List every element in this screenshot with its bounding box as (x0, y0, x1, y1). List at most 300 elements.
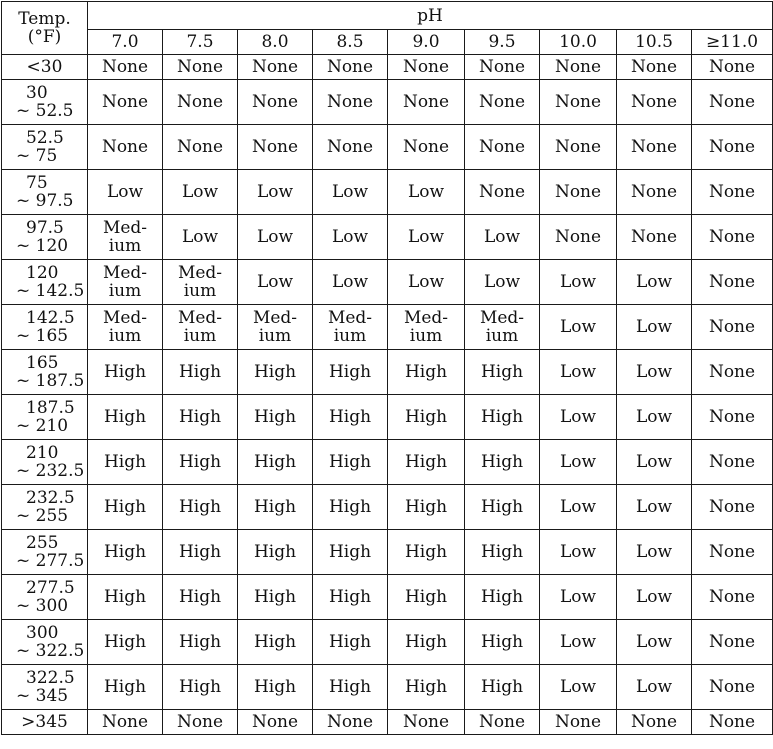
risk-level-cell (540, 440, 617, 485)
risk-level-text: Low (635, 407, 673, 427)
risk-level-cell (163, 215, 238, 260)
risk-level-cell (238, 395, 313, 440)
table-row (2, 80, 773, 125)
risk-level-text: None (478, 137, 526, 157)
temp-range-line: 97.5 (26, 218, 64, 238)
risk-level-text: ium (108, 236, 142, 256)
ph-value-header: 7.0 (88, 30, 163, 55)
risk-level-cell (313, 170, 388, 215)
risk-level-text: None (554, 92, 602, 112)
risk-level-text: High (103, 497, 147, 517)
risk-level-cell (238, 125, 313, 170)
table-row (2, 55, 773, 80)
risk-level-cell (617, 55, 692, 80)
risk-level-text: High (404, 362, 448, 382)
table-row (2, 215, 773, 260)
table-row (2, 710, 773, 735)
temp-range-line: >345 (21, 712, 68, 732)
risk-level-cell (88, 350, 163, 395)
risk-level-text: High (103, 587, 147, 607)
risk-level-text: High (480, 677, 524, 697)
temp-range-cell (2, 125, 88, 170)
risk-level-text: High (103, 362, 147, 382)
risk-level-cell (465, 125, 540, 170)
risk-level-text: Low (635, 362, 673, 382)
risk-level-text: None (101, 57, 149, 77)
temp-range-cell (2, 215, 88, 260)
risk-level-cell (388, 125, 465, 170)
risk-level-text: ium (333, 326, 367, 346)
temp-range-line: ~ 277.5 (16, 551, 85, 571)
risk-level-cell (617, 620, 692, 665)
risk-level-cell (88, 530, 163, 575)
risk-level-cell (465, 620, 540, 665)
risk-level-cell (540, 170, 617, 215)
risk-level-text: High (404, 677, 448, 697)
temp-range-cell (2, 170, 88, 215)
ph-value-header: 9.0 (388, 30, 465, 55)
risk-level-cell (88, 395, 163, 440)
risk-level-text: High (480, 407, 524, 427)
risk-level-text: Low (635, 677, 673, 697)
risk-level-text: None (708, 587, 756, 607)
risk-level-cell (313, 575, 388, 620)
risk-level-text: High (404, 542, 448, 562)
risk-level-cell (388, 260, 465, 305)
risk-level-text: High (178, 497, 222, 517)
risk-level-text: None (630, 92, 678, 112)
table-row (2, 665, 773, 710)
table-row (2, 350, 773, 395)
table-row (2, 485, 773, 530)
temp-range-cell (2, 350, 88, 395)
risk-level-cell (540, 350, 617, 395)
temp-range-cell (2, 485, 88, 530)
risk-level-text: High (253, 452, 297, 472)
risk-level-cell (465, 665, 540, 710)
risk-level-text: None (554, 137, 602, 157)
temp-range-line: <30 (26, 57, 63, 77)
risk-level-cell (540, 665, 617, 710)
temp-header-unit: (°F) (27, 27, 62, 47)
risk-level-text: Low (331, 227, 369, 247)
risk-level-text: Med- (177, 263, 223, 283)
risk-level-text: Med- (479, 308, 525, 328)
risk-level-text: High (103, 452, 147, 472)
temp-range-line: ~ 255 (16, 506, 69, 526)
risk-level-text: None (630, 137, 678, 157)
risk-level-text: Low (256, 227, 294, 247)
risk-level-cell (313, 260, 388, 305)
risk-level-text: None (326, 92, 374, 112)
risk-level-cell (617, 665, 692, 710)
risk-level-text: Med- (102, 218, 148, 238)
risk-level-text: None (708, 497, 756, 517)
risk-level-cell (238, 350, 313, 395)
risk-level-text: Low (407, 182, 445, 202)
risk-level-cell (163, 485, 238, 530)
risk-level-text: None (630, 182, 678, 202)
risk-level-cell (540, 215, 617, 260)
risk-level-cell (692, 125, 773, 170)
risk-level-cell (540, 485, 617, 530)
risk-level-cell (692, 55, 773, 80)
temp-range-line: ~ 322.5 (16, 641, 85, 661)
corrosion-risk-table (1, 1, 773, 735)
risk-level-cell (238, 215, 313, 260)
risk-level-text: None (708, 57, 756, 77)
risk-level-text: None (478, 57, 526, 77)
risk-level-text: None (708, 137, 756, 157)
table-row (2, 305, 773, 350)
temp-range-line: ~ 345 (16, 686, 69, 706)
risk-level-cell (88, 575, 163, 620)
risk-level-cell (540, 620, 617, 665)
risk-level-cell (388, 55, 465, 80)
risk-level-text: High (253, 587, 297, 607)
risk-level-cell (238, 710, 313, 735)
temp-range-line: 232.5 (26, 488, 75, 508)
risk-level-text: High (103, 677, 147, 697)
risk-level-cell (388, 485, 465, 530)
risk-level-cell (88, 215, 163, 260)
temp-range-line: ~ 165 (16, 326, 69, 346)
risk-level-text: High (328, 677, 372, 697)
temp-range-cell (2, 620, 88, 665)
risk-level-cell (238, 530, 313, 575)
risk-level-text: None (630, 57, 678, 77)
risk-level-text: None (402, 92, 450, 112)
temp-range-cell (2, 80, 88, 125)
temp-range-line: 75 (26, 173, 48, 193)
risk-level-cell (540, 395, 617, 440)
risk-level-text: None (708, 182, 756, 202)
ph-value-header: 8.5 (313, 30, 388, 55)
risk-level-text: None (708, 92, 756, 112)
risk-level-text: ium (183, 326, 217, 346)
risk-level-cell (692, 170, 773, 215)
risk-level-cell (540, 55, 617, 80)
risk-level-cell (692, 215, 773, 260)
risk-level-text: Low (559, 542, 597, 562)
risk-level-text: High (328, 497, 372, 517)
ph-value-header: 7.5 (163, 30, 238, 55)
risk-level-cell (617, 170, 692, 215)
risk-level-cell (163, 440, 238, 485)
risk-level-text: None (251, 137, 299, 157)
risk-level-cell (388, 620, 465, 665)
temp-range-cell (2, 575, 88, 620)
risk-level-text: Med- (403, 308, 449, 328)
risk-level-text: High (404, 452, 448, 472)
risk-level-cell (692, 665, 773, 710)
risk-level-cell (313, 80, 388, 125)
risk-level-text: None (101, 137, 149, 157)
risk-level-cell (617, 350, 692, 395)
risk-level-cell (692, 395, 773, 440)
risk-level-text: High (253, 632, 297, 652)
risk-level-cell (465, 55, 540, 80)
risk-level-text: None (708, 632, 756, 652)
temp-range-cell (2, 440, 88, 485)
risk-level-text: High (328, 632, 372, 652)
risk-level-cell (163, 575, 238, 620)
risk-level-cell (88, 485, 163, 530)
table-row (2, 575, 773, 620)
risk-level-cell (238, 440, 313, 485)
risk-level-cell (540, 260, 617, 305)
risk-level-cell (540, 575, 617, 620)
risk-level-text: High (178, 362, 222, 382)
temp-range-line: 187.5 (26, 398, 75, 418)
risk-level-cell (163, 55, 238, 80)
risk-level-text: Low (181, 182, 219, 202)
risk-level-cell (617, 575, 692, 620)
risk-level-text: High (253, 542, 297, 562)
risk-level-text: ium (108, 326, 142, 346)
risk-level-text: ium (183, 281, 217, 301)
temp-range-cell (2, 305, 88, 350)
temp-range-line: 300 (26, 623, 59, 643)
risk-level-cell (388, 215, 465, 260)
risk-level-text: None (402, 137, 450, 157)
risk-level-cell (163, 350, 238, 395)
risk-level-text: Low (635, 452, 673, 472)
risk-level-cell (313, 620, 388, 665)
risk-level-cell (88, 260, 163, 305)
risk-level-text: ium (108, 281, 142, 301)
risk-level-cell (88, 170, 163, 215)
table-row (2, 395, 773, 440)
risk-level-text: Low (483, 227, 521, 247)
risk-level-cell (163, 665, 238, 710)
risk-level-text: Low (559, 677, 597, 697)
risk-level-text: High (178, 587, 222, 607)
risk-level-cell (540, 710, 617, 735)
risk-level-text: High (404, 497, 448, 517)
risk-level-text: High (253, 407, 297, 427)
table-header (2, 2, 773, 55)
risk-level-cell (617, 395, 692, 440)
risk-level-text: None (708, 677, 756, 697)
risk-level-cell (692, 575, 773, 620)
risk-level-cell (313, 485, 388, 530)
risk-level-cell (617, 80, 692, 125)
risk-level-cell (88, 305, 163, 350)
risk-level-text: Low (483, 272, 521, 292)
risk-level-cell (465, 710, 540, 735)
risk-level-text: Low (559, 407, 597, 427)
risk-level-text: None (326, 712, 374, 732)
risk-level-text: Low (635, 587, 673, 607)
risk-level-cell (388, 710, 465, 735)
risk-level-cell (163, 80, 238, 125)
risk-level-text: None (402, 57, 450, 77)
risk-level-text: ium (258, 326, 292, 346)
risk-level-text: None (101, 92, 149, 112)
risk-level-cell (313, 665, 388, 710)
temp-range-line: ~ 75 (16, 146, 58, 166)
risk-level-cell (388, 440, 465, 485)
risk-level-cell (465, 260, 540, 305)
risk-level-cell (465, 80, 540, 125)
risk-level-cell (388, 170, 465, 215)
risk-level-text: High (328, 407, 372, 427)
risk-level-text: Low (559, 317, 597, 337)
risk-level-cell (238, 575, 313, 620)
risk-level-cell (465, 305, 540, 350)
ph-value-header: 10.5 (617, 30, 692, 55)
risk-level-text: High (103, 407, 147, 427)
risk-level-text: High (480, 632, 524, 652)
temp-range-line: ~ 187.5 (16, 371, 85, 391)
temp-range-cell (2, 395, 88, 440)
risk-level-cell (163, 710, 238, 735)
risk-level-cell (465, 170, 540, 215)
risk-level-cell (692, 260, 773, 305)
risk-level-cell (692, 710, 773, 735)
temp-range-cell (2, 530, 88, 575)
risk-level-text: High (328, 587, 372, 607)
risk-level-cell (238, 620, 313, 665)
risk-level-cell (617, 440, 692, 485)
risk-level-cell (88, 80, 163, 125)
risk-level-cell (88, 665, 163, 710)
risk-level-text: None (708, 542, 756, 562)
risk-level-cell (163, 260, 238, 305)
risk-level-text: None (708, 272, 756, 292)
ph-value-header: 9.5 (465, 30, 540, 55)
risk-level-text: High (328, 452, 372, 472)
risk-level-cell (617, 125, 692, 170)
temp-range-line: ~ 232.5 (16, 461, 85, 481)
risk-level-text: Low (331, 272, 369, 292)
risk-level-cell (465, 575, 540, 620)
risk-level-text: High (480, 587, 524, 607)
risk-level-text: None (708, 712, 756, 732)
risk-level-cell (313, 710, 388, 735)
temp-range-line: ~ 300 (16, 596, 69, 616)
header-row-ph-label (2, 2, 773, 30)
risk-level-cell (617, 215, 692, 260)
risk-level-cell (313, 125, 388, 170)
risk-level-cell (617, 530, 692, 575)
risk-level-text: None (554, 182, 602, 202)
ph-value-header: 10.0 (540, 30, 617, 55)
risk-level-cell (238, 170, 313, 215)
risk-level-text: High (404, 587, 448, 607)
risk-level-text: Low (559, 497, 597, 517)
table-row (2, 260, 773, 305)
risk-level-cell (540, 305, 617, 350)
risk-level-text: None (176, 57, 224, 77)
risk-level-cell (238, 665, 313, 710)
risk-level-text: High (178, 452, 222, 472)
risk-level-cell (163, 395, 238, 440)
risk-level-cell (88, 125, 163, 170)
risk-level-text: Low (635, 272, 673, 292)
temp-range-line: 120 (26, 263, 59, 283)
temp-range-cell (2, 710, 88, 735)
risk-level-text: High (253, 497, 297, 517)
temp-range-cell (2, 260, 88, 305)
risk-level-text: None (708, 362, 756, 382)
risk-level-cell (465, 215, 540, 260)
risk-level-cell (617, 710, 692, 735)
risk-level-cell (692, 620, 773, 665)
risk-level-text: Low (635, 497, 673, 517)
risk-level-cell (692, 530, 773, 575)
risk-level-cell (238, 305, 313, 350)
risk-level-text: Low (559, 587, 597, 607)
risk-level-cell (88, 710, 163, 735)
risk-level-text: High (253, 677, 297, 697)
risk-level-text: High (480, 452, 524, 472)
risk-level-text: Low (635, 632, 673, 652)
risk-level-text: None (630, 227, 678, 247)
risk-level-cell (88, 440, 163, 485)
risk-level-cell (313, 440, 388, 485)
table-body (2, 55, 773, 735)
risk-level-cell (617, 305, 692, 350)
risk-level-text: Low (635, 317, 673, 337)
risk-level-cell (238, 485, 313, 530)
risk-level-text: None (708, 317, 756, 337)
temp-range-line: 210 (26, 443, 59, 463)
risk-level-text: None (708, 227, 756, 247)
table-row (2, 125, 773, 170)
risk-level-text: None (251, 92, 299, 112)
risk-level-cell (388, 395, 465, 440)
risk-level-cell (465, 530, 540, 575)
temp-range-line: ~ 142.5 (16, 281, 85, 301)
risk-level-text: High (404, 632, 448, 652)
risk-level-cell (540, 80, 617, 125)
risk-level-text: None (630, 712, 678, 732)
risk-level-cell (388, 305, 465, 350)
risk-level-cell (163, 170, 238, 215)
risk-level-text: None (708, 407, 756, 427)
table-row (2, 530, 773, 575)
temp-range-line: 277.5 (26, 578, 75, 598)
risk-level-text: Med- (327, 308, 373, 328)
risk-level-cell (88, 620, 163, 665)
risk-level-text: None (176, 137, 224, 157)
ph-value-header: 8.0 (238, 30, 313, 55)
risk-level-text: None (478, 712, 526, 732)
risk-level-text: Low (407, 272, 445, 292)
risk-level-text: Med- (252, 308, 298, 328)
risk-level-cell (163, 125, 238, 170)
risk-level-text: None (478, 92, 526, 112)
risk-level-text: High (178, 632, 222, 652)
temp-header-label: Temp. (18, 9, 71, 29)
risk-level-cell (163, 305, 238, 350)
risk-level-text: Low (181, 227, 219, 247)
risk-level-cell (388, 575, 465, 620)
temp-range-line: 30 (26, 83, 48, 103)
table-row (2, 440, 773, 485)
risk-level-cell (238, 55, 313, 80)
risk-level-cell (388, 665, 465, 710)
temp-range-line: 52.5 (26, 128, 64, 148)
risk-level-text: None (554, 712, 602, 732)
risk-level-text: Low (256, 182, 294, 202)
risk-level-cell (692, 440, 773, 485)
risk-level-text: High (404, 407, 448, 427)
risk-level-cell (388, 350, 465, 395)
risk-level-text: Low (331, 182, 369, 202)
